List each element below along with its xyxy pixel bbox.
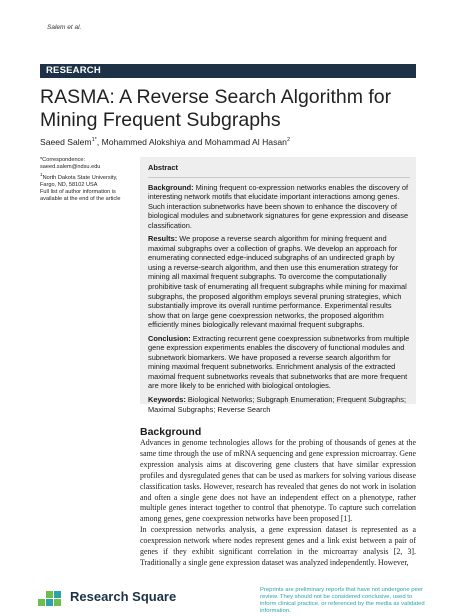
abstract-conclusion [148, 334, 410, 391]
abstract-results-text: We propose a reverse search algorithm for mining frequent and maximal subgraphs over a collection of graphs. We develop an approach for enumerating connected edge-induced subgraphs of an undirected graph by using a reverse-search algorithm, and then use this enumeration strategy for mining all maximal frequent subgraphs. To overcome the computationally prohibitive task of enumerating all frequent subgraphs while mining for maximal subgraphs, the proposed algorithm employs several pruning strategies, which substantially improve its overall runtime performance. Experimental results show that on large gene coexpression networks, the proposed algorithm efficiently mines biologically relevant maximal frequent subgraphs. [148, 234, 407, 330]
abstract-background-label: Background: [148, 182, 194, 192]
section-banner-label: RESEARCH [46, 65, 101, 76]
author-1-affiliation-mark: 1* [91, 137, 97, 144]
abstract-background-text: Mining frequent co-expression networks enables the discovery of interesting network motifs that elucidate important interactions among genes. Such interaction subnetworks have been shown to enhance the discovery of biological modules and subnetwork signatures for gene expression and disease classification. [148, 182, 409, 230]
correspondence-label: *Correspondence: [40, 157, 86, 163]
research-square-logo-icon[interactable] [38, 587, 66, 616]
abstract-conclusion-text: Extracting recurrent gene coexpression subnetworks from multiple gene expression experiments enables the discovery of functional modules and subnetwork biomarkers. We have proposed a reverse search algorithm for mining maximal frequent subnetworks. Enrichment analysis of the extracted maximal frequent subnetworks reveals that subnetworks that are more frequent are more likely to be enriched with biological ontologies. [148, 333, 410, 391]
abstract-conclusion-label: Conclusion: [148, 333, 191, 343]
research-square-wordmark[interactable]: Research Square [70, 589, 177, 604]
background-body [140, 438, 416, 569]
author-1-name: Saeed Salem [40, 137, 92, 147]
correspondence-email[interactable]: saeed.salem@ndsu.edu [40, 164, 101, 170]
preprint-disclaimer: Preprints are preliminary reports that have not undergone peer review. They should not be considered conclusive, used to inform clinical practice, or referenced by the media as validated information. [260, 587, 425, 615]
background-heading: Background [140, 426, 202, 438]
abstract-keywords [148, 395, 410, 414]
running-head: Salem et al. [47, 24, 82, 31]
background-paragraph-1: Advances in genome technologies allows for the probing of thousands of genes at the same time through the use of mRNA sequencing and gene expression microarray. Gene expression analysis aims at discovering gene clusters that have similar expression profiles and dysregulated genes that can be used as markers for solving various disease classification tasks. However, research has revealed that genes do not work in isolation and often a single gene does not have an independent effect on a phenotype, rather multiple genes interact together to control that phenotype. To capture such correlation among genes, gene coexpression networks have been proposed [1]. [140, 438, 416, 524]
correspondence-notes [40, 157, 132, 203]
abstract-keywords-label: Keywords: [148, 395, 186, 405]
abstract-heading: Abstract [148, 163, 178, 172]
background-paragraph-2: In coexpression networks analysis, a gene expression dataset is represented as a coexpression network where nodes represent genes and a link exist between a pair of genes if they exhibit significant correlation in the microarray analysis [2, 3]. Traditionally a single gene expression dataset was analyzed independently. However, [140, 525, 416, 567]
paper-title: RASMA: A Reverse Search Algorithm for Mining Frequent Subgraphs [40, 86, 392, 131]
abstract-results-label: Results: [148, 234, 178, 244]
abstract-divider [148, 177, 410, 178]
author-2-affiliation-mark: 2 [286, 137, 290, 144]
affiliation-note [40, 171, 132, 189]
author-info-note: Full list of author information is available at the end of the article [40, 188, 121, 202]
affiliation-mark: 1 [40, 172, 43, 177]
affiliation-text: North Dakota State University, Fargo, ND, 58102 USA [40, 174, 118, 188]
author-2-names: Mohammed Alokshiya and Mohammad Al Hasan [101, 137, 287, 147]
author-separator: , [96, 137, 102, 147]
abstract-keywords-text: Biological Networks; Subgraph Enumeration; Frequent Subgraphs; Maximal Subgraphs; Reverse Search [148, 395, 407, 414]
abstract-content [148, 163, 410, 418]
author-line [40, 137, 290, 147]
abstract-results [148, 234, 410, 329]
abstract-background [148, 183, 410, 231]
